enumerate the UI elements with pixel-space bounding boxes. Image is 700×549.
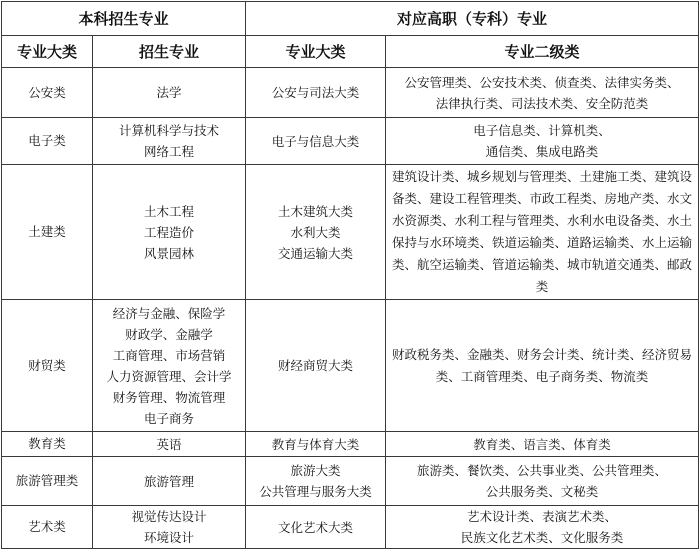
major-name: 计算机科学与技术: [119, 123, 220, 138]
secondary-cell: [386, 432, 699, 457]
category-cell: 土建类: [2, 165, 93, 300]
column-header: 专业二级类: [386, 36, 699, 68]
vocational-category-cell: [246, 165, 386, 300]
majors-cell: [93, 506, 246, 549]
vocational-category-name: 交通运输大类: [278, 245, 354, 261]
column-header: 专业大类: [246, 36, 386, 68]
table-row: [2, 68, 699, 118]
majors-cell: [93, 457, 246, 506]
vocational-category-name: 财经商贸大类: [278, 358, 354, 373]
major-name: 电子商务: [144, 410, 195, 426]
majors-cell: [93, 118, 246, 165]
vocational-category-name: 土木建筑大类: [278, 203, 354, 219]
major-name: 经济与金融、保险学: [112, 305, 226, 321]
vocational-category-cell: [246, 432, 386, 457]
secondary-cell: [386, 457, 699, 506]
majors-cell: [93, 68, 246, 118]
group-header-undergrad: 本科招生专业: [2, 2, 246, 36]
column-header: 招生专业: [93, 36, 246, 68]
major-name: 工商管理、市场营销: [112, 347, 226, 363]
category-cell: 公安类: [2, 68, 93, 118]
column-header: 专业大类: [2, 36, 93, 68]
vocational-category-cell: [246, 68, 386, 118]
table-row: [2, 118, 699, 165]
vocational-category-name: 水利大类: [290, 224, 341, 240]
major-name: 财政学、金融学: [125, 326, 213, 342]
category-cell: 教育类: [2, 432, 93, 457]
vocational-category-cell: [246, 457, 386, 506]
majors-cell: [93, 432, 246, 457]
secondary-text: 民族文化艺术类、文化服务类: [460, 530, 624, 545]
major-name: 英语: [156, 436, 182, 452]
secondary-cell: [386, 506, 699, 549]
vocational-category-name: 旅游大类: [290, 463, 341, 478]
table-row: [2, 300, 699, 432]
secondary-text: 公共服务类、文秘类: [485, 484, 599, 499]
major-name: 法学: [156, 85, 182, 100]
secondary-text: 法律执行类、司法技术类、安全防范类: [435, 95, 649, 111]
column-header-row: [2, 36, 699, 68]
secondary-text: 旅游类、餐饮类、公共事业类、公共管理类、: [417, 463, 668, 478]
major-mapping-table: [1, 1, 699, 549]
major-name: 旅游管理: [144, 473, 195, 489]
majors-cell: [93, 300, 246, 432]
category-cell: 财贸类: [2, 300, 93, 432]
vocational-category-name: 教育与体育大类: [271, 436, 360, 452]
secondary-cell: 财政税务类、金融类、财务会计类、统计类、经济贸易类、工商管理类、电子商务类、物流类: [386, 300, 699, 432]
secondary-text: 电子信息类、计算机类、: [473, 123, 611, 138]
vocational-category-cell: [246, 300, 386, 432]
secondary-cell: [386, 118, 699, 165]
major-name: 财务管理、物流管理: [112, 389, 226, 405]
vocational-category-name: 文化艺术大类: [278, 519, 354, 535]
category-cell: 艺术类: [2, 506, 93, 549]
secondary-text: 通信类、集成电路类: [485, 144, 599, 159]
vocational-category-name: 公安与司法大类: [271, 85, 360, 100]
major-name: 网络工程: [144, 144, 195, 159]
secondary-text: 教育类、语言类、体育类: [473, 436, 611, 452]
secondary-text: 公安管理类、公安技术类、侦查类、法律实务类、: [404, 74, 680, 90]
secondary-cell: [386, 68, 699, 118]
vocational-category-cell: [246, 506, 386, 549]
vocational-category-name: 电子与信息大类: [271, 133, 360, 149]
major-name: 视觉传达设计: [131, 509, 207, 524]
majors-cell: [93, 165, 246, 300]
category-cell: 电子类: [2, 118, 93, 165]
table-row: [2, 165, 699, 300]
group-header-vocational: 对应高职（专科）专业: [246, 2, 699, 36]
group-header-row: [2, 2, 699, 36]
major-name: 人力资源管理、会计学: [106, 368, 232, 384]
major-name: 工程造价: [144, 224, 195, 240]
table-row: [2, 432, 699, 457]
secondary-cell: 建筑设计类、城乡规划与管理类、土建施工类、建筑设备类、建设工程管理类、市政工程类、房地产类、水文水资源类、水利工程与管理类、水利水电设备类、水土保持与水环境类、铁道运输类、道路运输类、水上运输类、航空运输类、管道运输类、城市轨道交通类、邮政类: [386, 165, 699, 300]
vocational-category-name: 公共管理与服务大类: [259, 484, 372, 499]
major-name: 风景园林: [144, 245, 195, 261]
table-row: [2, 457, 699, 506]
vocational-category-cell: [246, 118, 386, 165]
major-name: 环境设计: [144, 530, 195, 545]
category-cell: 旅游管理类: [2, 457, 93, 506]
secondary-text: 艺术设计类、表演艺术类、: [467, 509, 618, 524]
major-name: 土木工程: [144, 203, 195, 219]
table-row: [2, 506, 699, 549]
